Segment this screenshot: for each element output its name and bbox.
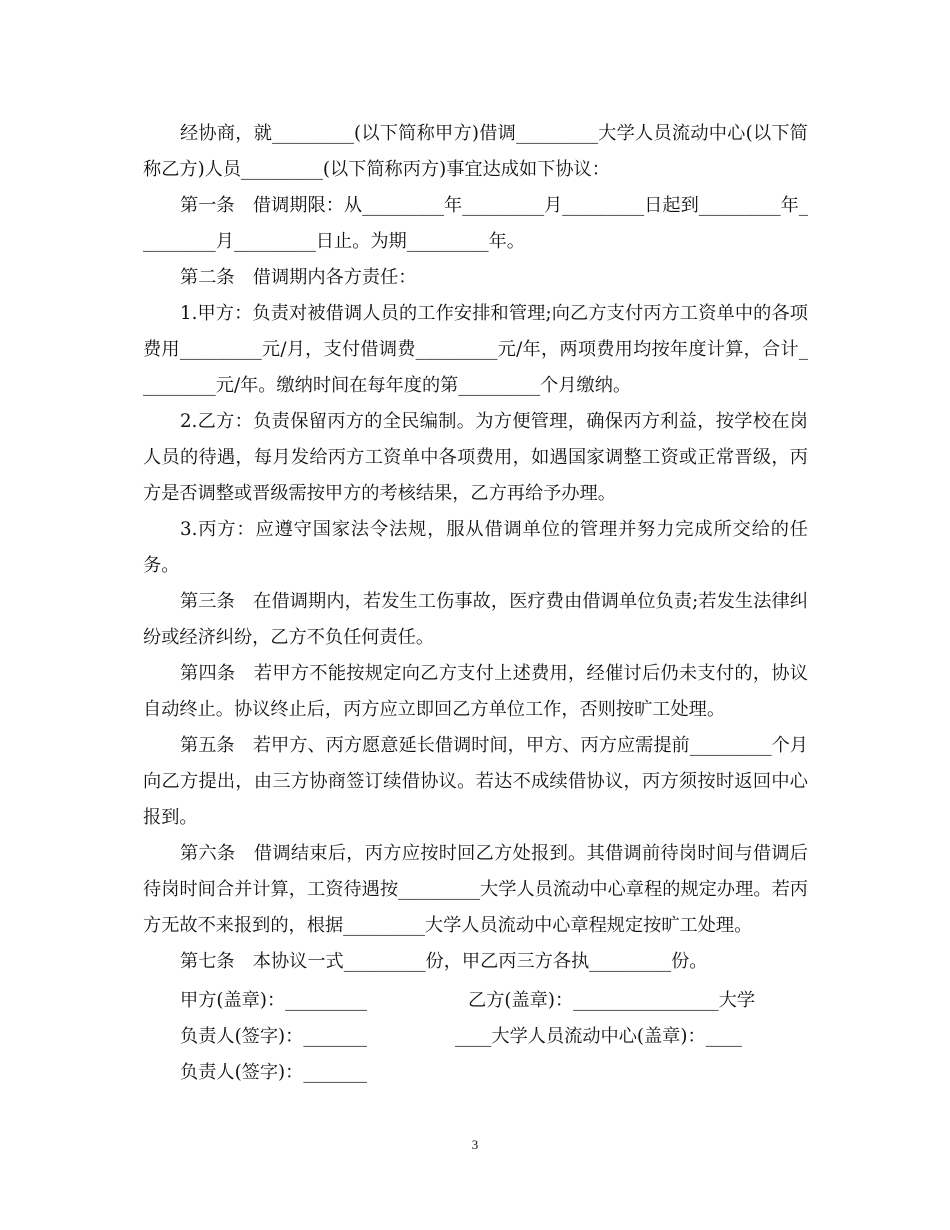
- paragraph-article-3: 第三条 在借调期内，若发生工伤事故，医疗费由借调单位负责;若发生法律纠纷或经济纠纷，乙方不负任何责任。: [143, 591, 808, 649]
- party-b-seal-line: 乙方(盖章)：________________大学: [468, 990, 756, 1011]
- paragraph-party-b-duty: 2.乙方：负责保留丙方的全民编制。为方便管理，确保丙方利益，按学校在岗人员的待遇，每月发给丙方工资单中各项费用，如遇国家调整工资或正常晋级，丙方是否调整或晋级需按甲方的考核结果，乙方再给予办理。: [143, 411, 808, 505]
- paragraph-party-a-duty: 1.甲方：负责对被借调人员的工作安排和管理;向乙方支付丙方工资单中的各项费用_________元/月，支付借调费_________元/年，两项费用均按年度计算，合计_________元/年。缴纳时间在每年度的第_________个月缴纳。: [143, 303, 808, 397]
- paragraph-article-5: 第五条 若甲方、丙方愿意延长借调时间，甲方、丙方应需提前_________个月向乙方提出，由三方协商签订续借协议。若达不成续借协议，丙方须按时返回中心报到。: [143, 735, 808, 829]
- page-number: 3: [471, 1137, 479, 1152]
- paragraph-article-1: 第一条 借调期限：从_________年_________月_________日起到_________年_________月_________日止。为期_________年。: [143, 195, 808, 253]
- party-a-signer-line: 负责人(签字)：_______: [180, 1026, 367, 1047]
- paragraph-article-4: 第四条 若甲方不能按规定向乙方支付上述费用，经催讨后仍未支付的，协议自动终止。协议终止后，丙方应立即回乙方单位工作，否则按旷工处理。: [143, 663, 808, 721]
- paragraph-preamble: 经协商，就_________(以下简称甲方)借调_________大学人员流动中心(以下简称乙方)人员_________(以下简称丙方)事宜达成如下协议：: [143, 123, 808, 181]
- center-seal-line: ____大学人员流动中心(盖章)：____: [455, 1026, 743, 1047]
- paragraph-article-7: 第七条 本协议一式_________份，甲乙丙三方各执_________份。: [180, 951, 708, 972]
- paragraph-party-c-duty: 3.丙方：应遵守国家法令法规，服从借调单位的管理并努力完成所交给的任务。: [143, 519, 808, 577]
- party-b-signer-line: 负责人(签字)：_______: [180, 1062, 367, 1083]
- party-a-seal-line: 甲方(盖章)：_________: [180, 990, 367, 1011]
- paragraph-article-2: 第二条 借调期内各方责任：: [180, 267, 417, 288]
- paragraph-article-6: 第六条 借调结束后，丙方应按时回乙方处报到。其借调前待岗时间与借调后待岗时间合并计算，工资待遇按_________大学人员流动中心章程的规定办理。若丙方无故不来报到的，根据_________大学人员流动中心章程规定按旷工处理。: [143, 843, 808, 937]
